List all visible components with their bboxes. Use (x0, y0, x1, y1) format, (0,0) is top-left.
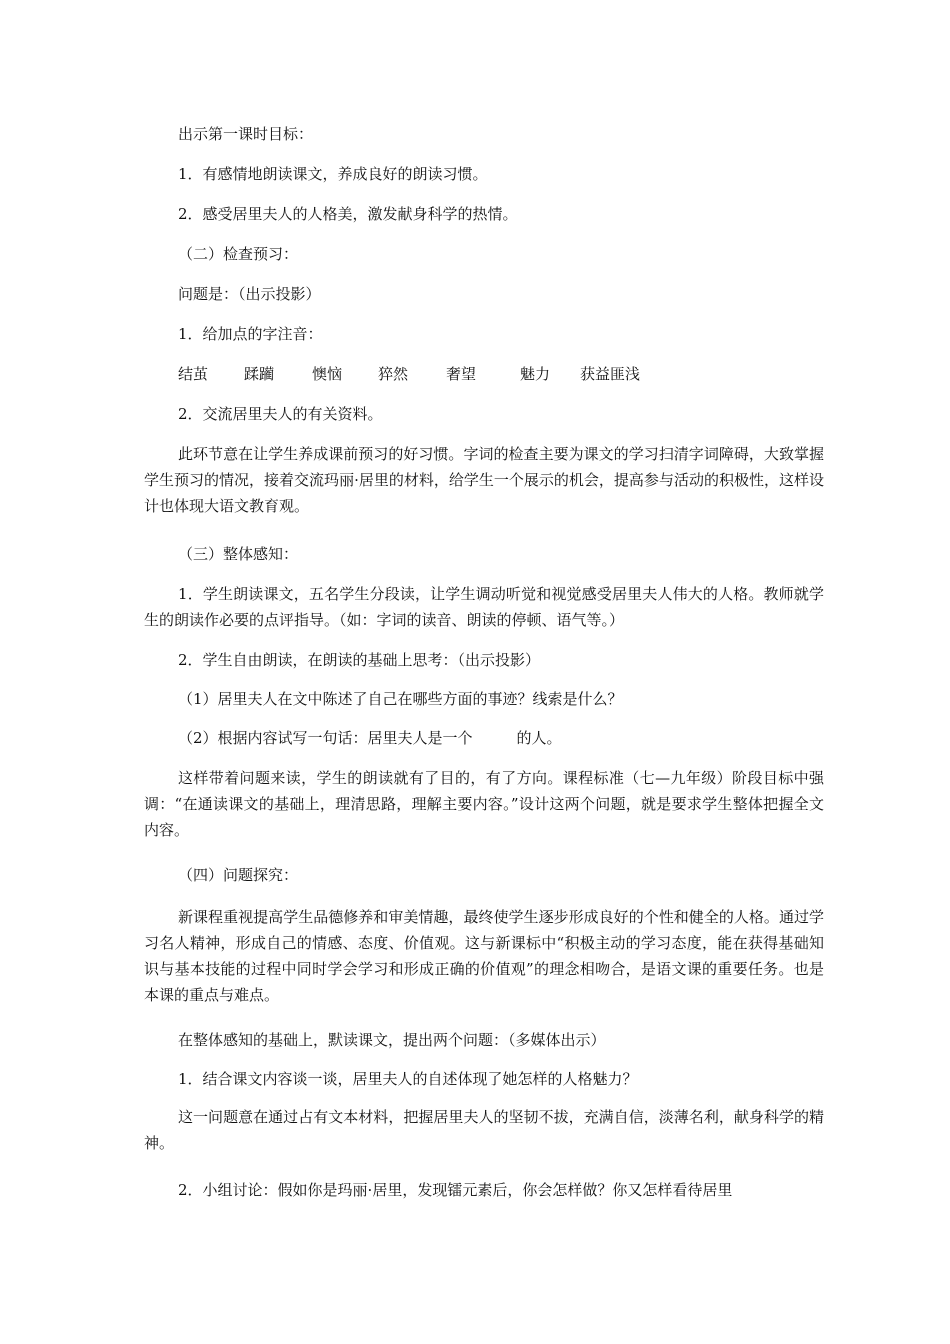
pinyin-task: 1．给加点的字注音： (178, 325, 323, 343)
paragraph-question-intent: 这一问题意在通过占有文本材料，把握居里夫人的坚韧不拔，充满自信，淡薄名利，献身科学的精神。 (144, 1108, 824, 1152)
vocab-word: 结茧 (178, 365, 209, 383)
paragraph-reading-activity: 1．学生朗读课文，五名学生分段读，让学生调动听觉和视觉感受居里夫人伟大的人格。教师就学生的朗读作必要的点评指导。（如：字词的读音、朗读的停顿、语气等。） (144, 585, 824, 629)
share-materials-task: 2．交流居里夫人的有关资料。 (178, 405, 383, 423)
free-reading-task: 2．学生自由朗读，在朗读的基础上思考：（出示投影） (178, 651, 541, 669)
reading-question-2-suffix: 的人。 (516, 729, 562, 747)
lesson-objectives-heading: 出示第一课时目标： (178, 125, 314, 143)
vocab-word: 蹂躏 (244, 365, 275, 383)
vocab-word: 魅力 (520, 365, 551, 383)
reading-question-1: （1）居里夫人在文中陈述了自己在哪些方面的事迹？线索是什么？ (178, 690, 623, 708)
section-2-heading: （二）检查预习： (178, 245, 299, 263)
vocab-word: 猝然 (378, 365, 409, 383)
paragraph-curriculum: 新课程重视提高学生品德修养和审美情趣，最终使学生逐步形成良好的个性和健全的人格。通过学习名人精神，形成自己的情感、态度、价值观。这与新课标中“积极主动的学习态度，能在获得基础知识与基本技能的过程中同时学会学习和形成正确的价值观”的理念相吻合，是语文课的重要任务。也是本课的重点与难点。 (144, 908, 824, 1004)
vocab-word: 懊恼 (312, 365, 343, 383)
vocab-word: 奢望 (446, 365, 477, 383)
objective-2: 2．感受居里夫人的人格美，激发献身科学的热情。 (178, 205, 518, 223)
discussion-question-2: 2．小组讨论：假如你是玛丽·居里，发现镭元素后，你会怎样做？你又怎样看待居里 (178, 1181, 733, 1199)
paragraph-preview-purpose: 此环节意在让学生养成课前预习的好习惯。字词的检查主要为课文的学习扫清字词障碍，大致掌握学生预习的情况，接着交流玛丽·居里的材料，给学生一个展示的机会，提高参与活动的积极性，这样设计也体现大语文教育观。 (144, 445, 824, 515)
silent-reading-task: 在整体感知的基础上，默读课文，提出两个问题：（多媒体出示） (178, 1031, 606, 1049)
objective-1: 1．有感情地朗读课文，养成良好的朗读习惯。 (178, 165, 488, 183)
section-3-heading: （三）整体感知： (178, 545, 299, 563)
section-4-heading: （四）问题探究： (178, 866, 299, 884)
reading-question-2 (178, 728, 562, 748)
paragraph-question-purpose: 这样带着问题来读，学生的朗读就有了目的，有了方向。课程标准（七—九年级）阶段目标中强调：“在通读课文的基础上，理清思路，理解主要内容。”设计这两个问题，就是要求学生整体把握全文内容。 (144, 769, 824, 839)
vocab-word: 获益匪浅 (580, 365, 641, 383)
vocabulary-word-row (178, 364, 698, 384)
question-intro: 问题是：（出示投影） (178, 285, 321, 303)
discussion-question-1: 1．结合课文内容谈一谈，居里夫人的自述体现了她怎样的人格魅力？ (178, 1070, 638, 1088)
reading-question-2-prefix: （2）根据内容试写一句话：居里夫人是一个 (178, 729, 473, 747)
